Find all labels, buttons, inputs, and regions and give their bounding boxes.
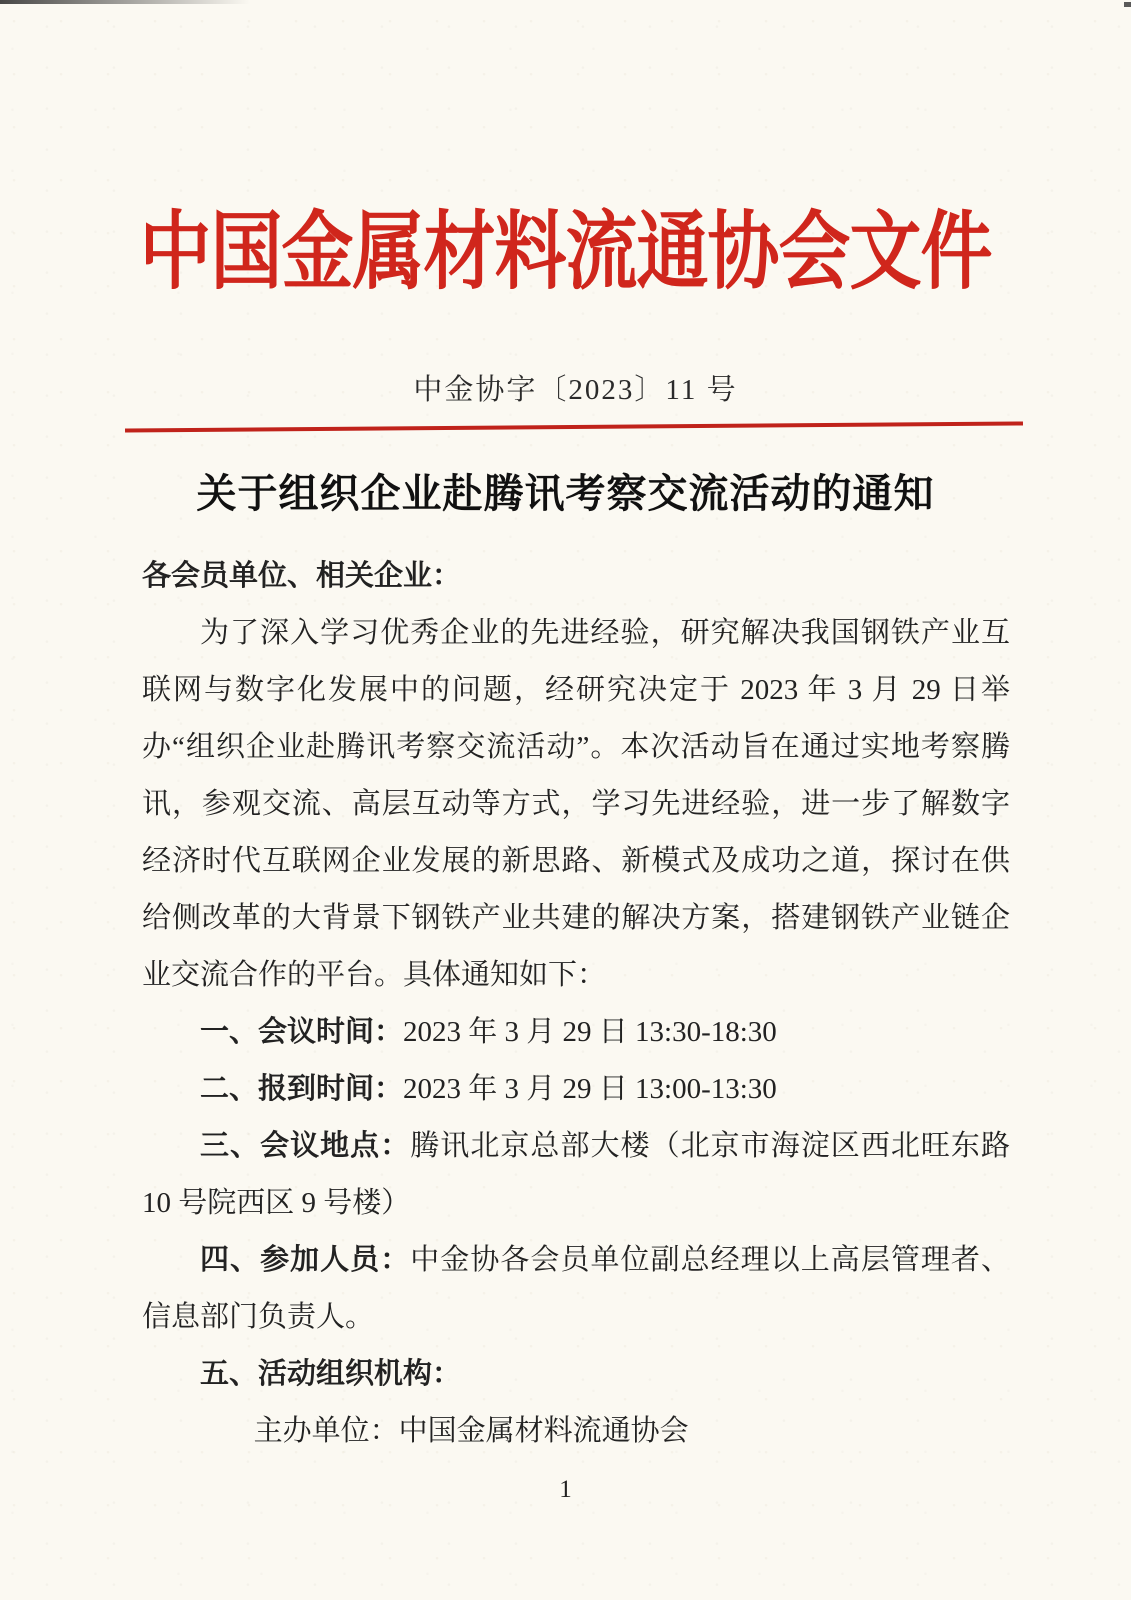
- item-participants-label: 四、参加人员：: [200, 1244, 411, 1276]
- item-registration-time: [142, 1061, 1010, 1118]
- scan-corner-mark: [1124, 2, 1131, 7]
- letterhead-title: 中国金属材料流通协会文件: [139, 205, 992, 300]
- organizer-line: [142, 1403, 1010, 1460]
- red-divider-line: [125, 421, 1023, 432]
- salutation: 各会员单位、相关企业：: [142, 560, 462, 592]
- page-number: 1: [559, 1476, 572, 1503]
- item-meeting-location-label: 三、会议地点：: [200, 1130, 411, 1162]
- item-participants-value: 中金协各会员单位副总经理以上高层管理者、信息部门负责人。: [142, 1244, 1010, 1333]
- scan-edge-artifact: [0, 0, 250, 4]
- item-registration-time-value: 2023 年 3 月 29 日 13:00-13:30: [403, 1073, 777, 1105]
- item-meeting-location-value: 腾讯北京总部大楼（北京市海淀区西北旺东路 10 号院西区 9 号楼）: [142, 1130, 1010, 1219]
- organizer-label: 主办单位：: [253, 1415, 399, 1447]
- document-number: 中金协字〔2023〕11 号: [413, 374, 738, 406]
- intro-paragraph: 为了深入学习优秀企业的先进经验，研究解决我国钢铁产业互联网与数字化发展中的问题，经研究决定于 2023 年 3 月 29 日举办“组织企业赴腾讯考察交流活动”。本次活动旨在通过实地考察腾讯，参观交流、高层互动等方式，学习先进经验，进一步了解数字经济时代互联网企业发展的新思路、新模式及成功之道，探讨在供给侧改革的大背景下钢铁产业共建的解决方案，搭建钢铁产业链企业交流合作的平台。具体通知如下：: [142, 617, 1010, 991]
- item-registration-time-label: 二、报到时间：: [200, 1073, 404, 1105]
- item-meeting-time-label: 一、会议时间：: [200, 1016, 404, 1048]
- item-organizing-structure: [142, 1346, 1010, 1403]
- item-meeting-location: [142, 1118, 1010, 1232]
- item-meeting-time-value: 2023 年 3 月 29 日 13:30-18:30: [403, 1016, 777, 1048]
- item-organizing-structure-label: 五、活动组织机构：: [200, 1358, 462, 1390]
- organizer-value: 中国金属材料流通协会: [398, 1415, 689, 1447]
- item-meeting-time: [142, 1004, 1010, 1061]
- item-participants: [142, 1232, 1010, 1346]
- document-title: 关于组织企业赴腾讯考察交流活动的通知: [196, 472, 935, 516]
- document-body: [142, 548, 1010, 1460]
